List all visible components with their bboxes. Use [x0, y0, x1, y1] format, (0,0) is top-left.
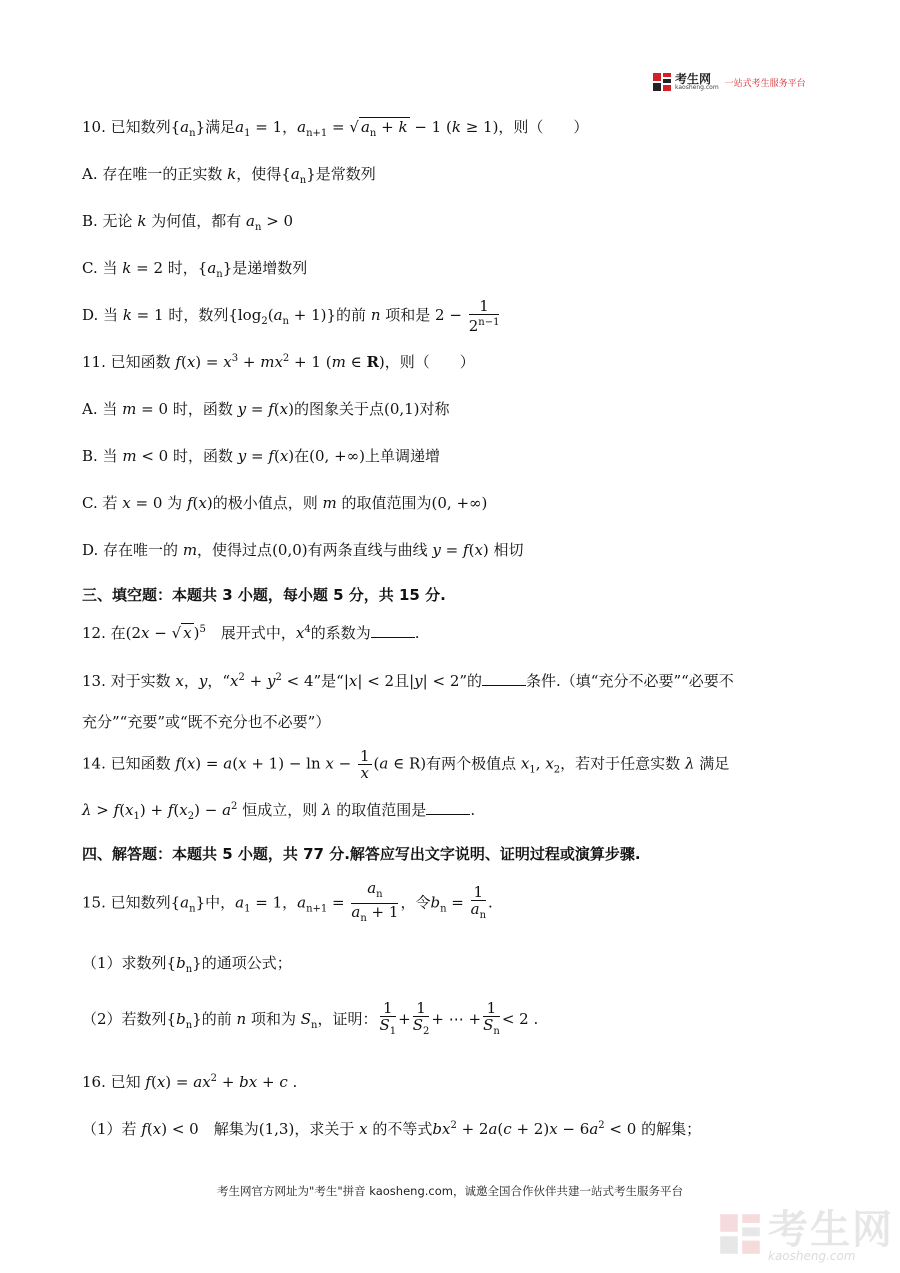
- q16-part1: （1）若 f(x) < 0 解集为(1,3)，求关于 x 的不等式$bx^2 + 2a(c + 2)x - 6a^2 < 0$ 的解集；: [82, 1120, 702, 1138]
- q10-option-c: C. 当 k = 2 时，$\{a_n\}$是递增数列: [82, 259, 308, 280]
- q13-line1: 13. 对于实数 x，y，“$x^2 + y^2 < 4$”是“|x| < 2且|y| < 2”的 条件.（填“充分不必要”“必要不: [82, 672, 734, 690]
- section-4-heading: 四、解答题：本题共 5 小题，共 77 分.解答应写出文字说明、证明过程或演算步骤.: [82, 845, 641, 863]
- logo-slogan: 一站式考生服务平台: [724, 78, 806, 89]
- section-3-heading: 三、填空题：本题共 3 小题，每小题 5 分，共 15 分.: [82, 586, 446, 604]
- q14-answer-blank[interactable]: [426, 802, 470, 815]
- q12: 12. 在(2x − √ x )$^5$ 展开式中，$x^4$的系数为 .: [82, 624, 420, 642]
- q15-part1: （1）求数列$\{b_n\}$的通项公式；: [82, 954, 292, 975]
- q12-answer-blank[interactable]: [371, 625, 415, 638]
- q13-line2: 充分”“充要”或“既不充分也不必要”）: [82, 713, 331, 731]
- watermark-logo: [718, 1207, 894, 1263]
- q14-line2: $\lambda > f(x_1) + f(x_2) - a^2$ 恒成立，则 λ 的取值范围是 .: [82, 801, 476, 822]
- q13-answer-blank[interactable]: [482, 673, 526, 686]
- logo-brand: 考生网: [675, 72, 712, 86]
- watermark-url: kaosheng.com: [768, 1249, 856, 1263]
- watermark-mark-icon: [718, 1212, 762, 1260]
- q16-stem: 16. 已知 $f(x) = ax^2$ + bx + c .: [82, 1073, 298, 1091]
- q11-stem: 11. 已知函数 $f(x) = x^3 + mx^2 + 1$ (m ∈ R)，则（ ）: [82, 353, 475, 371]
- logo-mark-icon: [652, 72, 672, 92]
- q11-option-d: D. 存在唯一的 m，使得过点(0,0)有两条直线与曲线 y = f(x) 相切: [82, 541, 524, 559]
- q11-option-c: C. 若 x = 0 为 f(x)的极小值点，则 m 的取值范围为(0, +∞): [82, 494, 488, 512]
- q11-option-a: A. 当 m = 0 时，函数 y = f(x)的图象关于点(0,1)对称: [82, 400, 450, 418]
- watermark-brand: 考生网: [768, 1207, 894, 1253]
- header-logo: [652, 72, 806, 92]
- q15-stem: 15. 已知数列$\{a_n\}$中，$a_1 = 1$，$a_{n+1}$ = $\frac{a_n}{a_n + 1}$ ，令$b_n$ = $\frac{1}{a_n}$ .: [82, 879, 493, 924]
- q10-option-d: D. 当 k = 1 时，数列$\{\log_2(a_n + 1)\}$的前 n 项和是 2 − $\frac{1}{2^{n-1}}$: [82, 297, 500, 335]
- q10-option-a: A. 存在唯一的正实数 k，使得$\{a_n\}$是常数列: [82, 165, 376, 186]
- q10-stem: 10. 已知数列$\{a_n\}$满足$a_1 = 1$，$a_{n+1}$ = √ $a_n + k - 1$ (k ≥ 1)，则（ ）: [82, 118, 589, 139]
- q10-option-b: B. 无论 k 为何值，都有 $a_n > 0$: [82, 212, 294, 233]
- q11-option-b: B. 当 m < 0 时，函数 y = f(x)在(0, +∞)上单调递增: [82, 447, 441, 465]
- q15-part2: （2）若数列$\{b_n\}$的前 n 项和为 $S_n$，证明： $\frac{1}{S_1}$ + $\frac{1}{S_2}$ + ⋯ + $\frac{1}{S_n}$ < 2 .: [82, 999, 539, 1037]
- logo-url: kaosheng.com: [675, 84, 719, 91]
- q14-line1: 14. 已知函数 f(x) = a(x + 1) − ln x − $\frac{1}{x}$ (a ∈ R)有两个极值点 $x_1$, $x_2$，若对于任意实数 λ 满足: [82, 747, 730, 782]
- page-footer: 考生网官方网址为"考生"拼音 kaosheng.com，诚邀全国合作伙伴共建一站式考生服务平台: [217, 1184, 683, 1198]
